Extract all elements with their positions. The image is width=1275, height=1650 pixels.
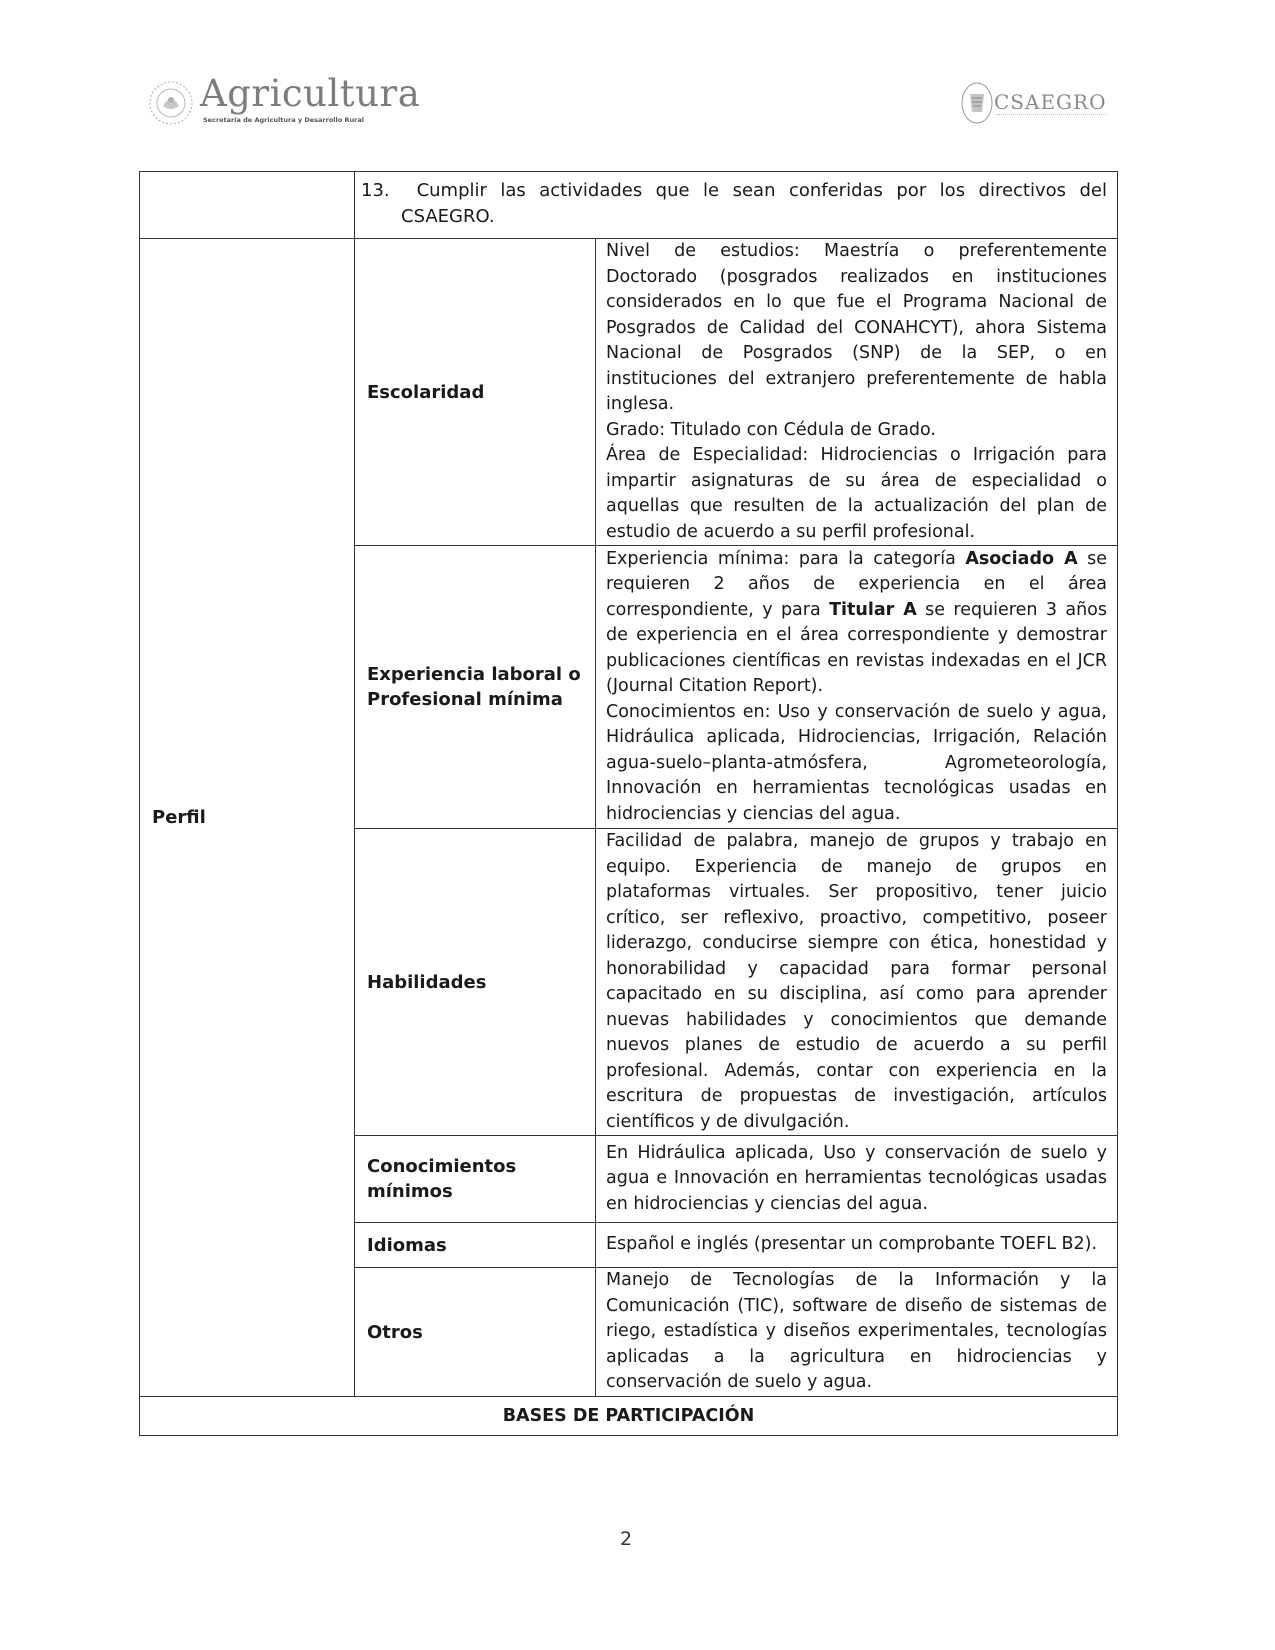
otros-content-cell xyxy=(596,1268,1118,1397)
escolaridad-nivel: Nivel de estudios: Maestría o preferentemente Doctorado (posgrados realizados en instituciones considerados en lo que fue el Programa Nacional de Posgrados de Calidad del CONAHCYT), ahora Sistema Nacional de Posgrados (SNP) de la SEP, o en instituciones del extranjero preferentemente de habla inglesa. xyxy=(606,241,1107,414)
bases-heading: BASES DE PARTICIPACIÓN xyxy=(502,1406,755,1426)
csaegro-logo xyxy=(960,80,1120,130)
escolaridad-label-cell xyxy=(355,239,596,546)
perfil-label: Perfil xyxy=(152,807,206,828)
conocimientos-content-cell xyxy=(596,1136,1118,1223)
item13-cell xyxy=(355,172,1118,239)
escolaridad-content-cell xyxy=(596,239,1118,546)
escolaridad-label: Escolaridad xyxy=(367,381,485,403)
experiencia-minima: Experiencia mínima: para la categoría Asociado A se requieren 2 años de experiencia en el área correspondiente, y para Titular A se requieren 3 años de experiencia en el área correspondiente y demostrar publicaciones científicas en revistas indexadas en el JCR (Journal Citation Report). xyxy=(606,548,1107,697)
conocimientos-text: En Hidráulica aplicada, Uso y conservación de suelo y agua e Innovación en herramientas tecnológicas usadas en hidrociencias y ciencias del agua. xyxy=(606,1142,1107,1214)
idiomas-text: Español e inglés (presentar un comprobante TOEFL B2). xyxy=(606,1234,1098,1255)
otros-text: Manejo de Tecnologías de la Información y la Comunicación (TIC), software de diseño de sistemas de riego, estadística y diseños experimentales, tecnologías aplicadas a la agricultura en hidrociencias y conservación de suelo y agua. xyxy=(606,1270,1107,1393)
idiomas-content-cell xyxy=(596,1223,1118,1268)
experiencia-content-cell xyxy=(596,546,1118,829)
mexican-seal-icon xyxy=(148,80,194,126)
conocimientos-label-cell xyxy=(355,1136,596,1223)
table-row xyxy=(140,239,1118,546)
idiomas-label-cell xyxy=(355,1223,596,1268)
empty-cell xyxy=(140,172,355,239)
escolaridad-area: Área de Especialidad: Hidrociencias o Irrigación para impartir asignaturas de su área de especialidad o aquellas que resulten de la actualización del plan de estudio de acuerdo a su perfil profesional. xyxy=(606,445,1107,542)
habilidades-content-cell xyxy=(596,829,1118,1136)
escolaridad-grado: Grado: Titulado con Cédula de Grado. xyxy=(606,419,936,440)
otros-label: Otros xyxy=(367,1321,423,1343)
table-row xyxy=(140,1397,1118,1436)
agricultura-subtitle: Secretaría de Agricultura y Desarrollo Rural xyxy=(203,116,364,124)
experiencia-label-cell xyxy=(355,546,596,829)
experiencia-label: Experiencia laboral o Profesional mínima xyxy=(367,664,581,710)
habilidades-label: Habilidades xyxy=(367,971,487,993)
csaegro-emblem-icon xyxy=(960,80,994,126)
experiencia-conocimientos: Conocimientos en: Uso y conservación de suelo y agua, Hidráulica aplicada, Hidrociencias, Irrigación, Relación agua-suelo–planta-atmósfera, Agrometeorología, Innovación en herramientas tecnológicas usadas en hidrociencias y ciencias del agua. xyxy=(606,701,1107,824)
profile-table xyxy=(139,171,1118,1436)
table-row xyxy=(140,172,1118,239)
habilidades-text: Facilidad de palabra, manejo de grupos y trabajo en equipo. Experiencia de manejo de grupos en plataformas virtuales. Ser propositivo, tener juicio crítico, ser reflexivo, proactivo, competitivo, poseer liderazgo, conducirse siempre con ética, honestidad y honorabilidad y capacidad para formar personal capacitado en su disciplina, así como para aprender nuevas habilidades y conocimientos que demande nuevos planes de estudio de acuerdo a su perfil profesional. Además, contar con experiencia en la escritura de propuestas de investigación, artículos científicos y de divulgación. xyxy=(606,831,1107,1132)
otros-label-cell xyxy=(355,1268,596,1397)
conocimientos-label: Conocimientos mínimos xyxy=(367,1156,517,1202)
page-number: 2 xyxy=(620,1528,633,1550)
idiomas-label: Idiomas xyxy=(367,1234,447,1256)
item13-text: Cumplir las actividades que le sean conferidas por los directivos del CSAEGRO. xyxy=(401,180,1107,227)
habilidades-label-cell xyxy=(355,829,596,1136)
perfil-cell xyxy=(140,239,355,1397)
bases-heading-cell xyxy=(140,1397,1118,1436)
csaegro-tagline-line xyxy=(996,114,1106,121)
asociado-a-bold: Asociado A xyxy=(965,548,1078,569)
csaegro-title: CSAEGRO xyxy=(994,90,1107,114)
agricultura-title: Agricultura xyxy=(200,72,421,115)
agricultura-logo xyxy=(148,72,421,130)
titular-a-bold: Titular A xyxy=(829,599,917,620)
item13-number: 13. xyxy=(361,180,390,201)
